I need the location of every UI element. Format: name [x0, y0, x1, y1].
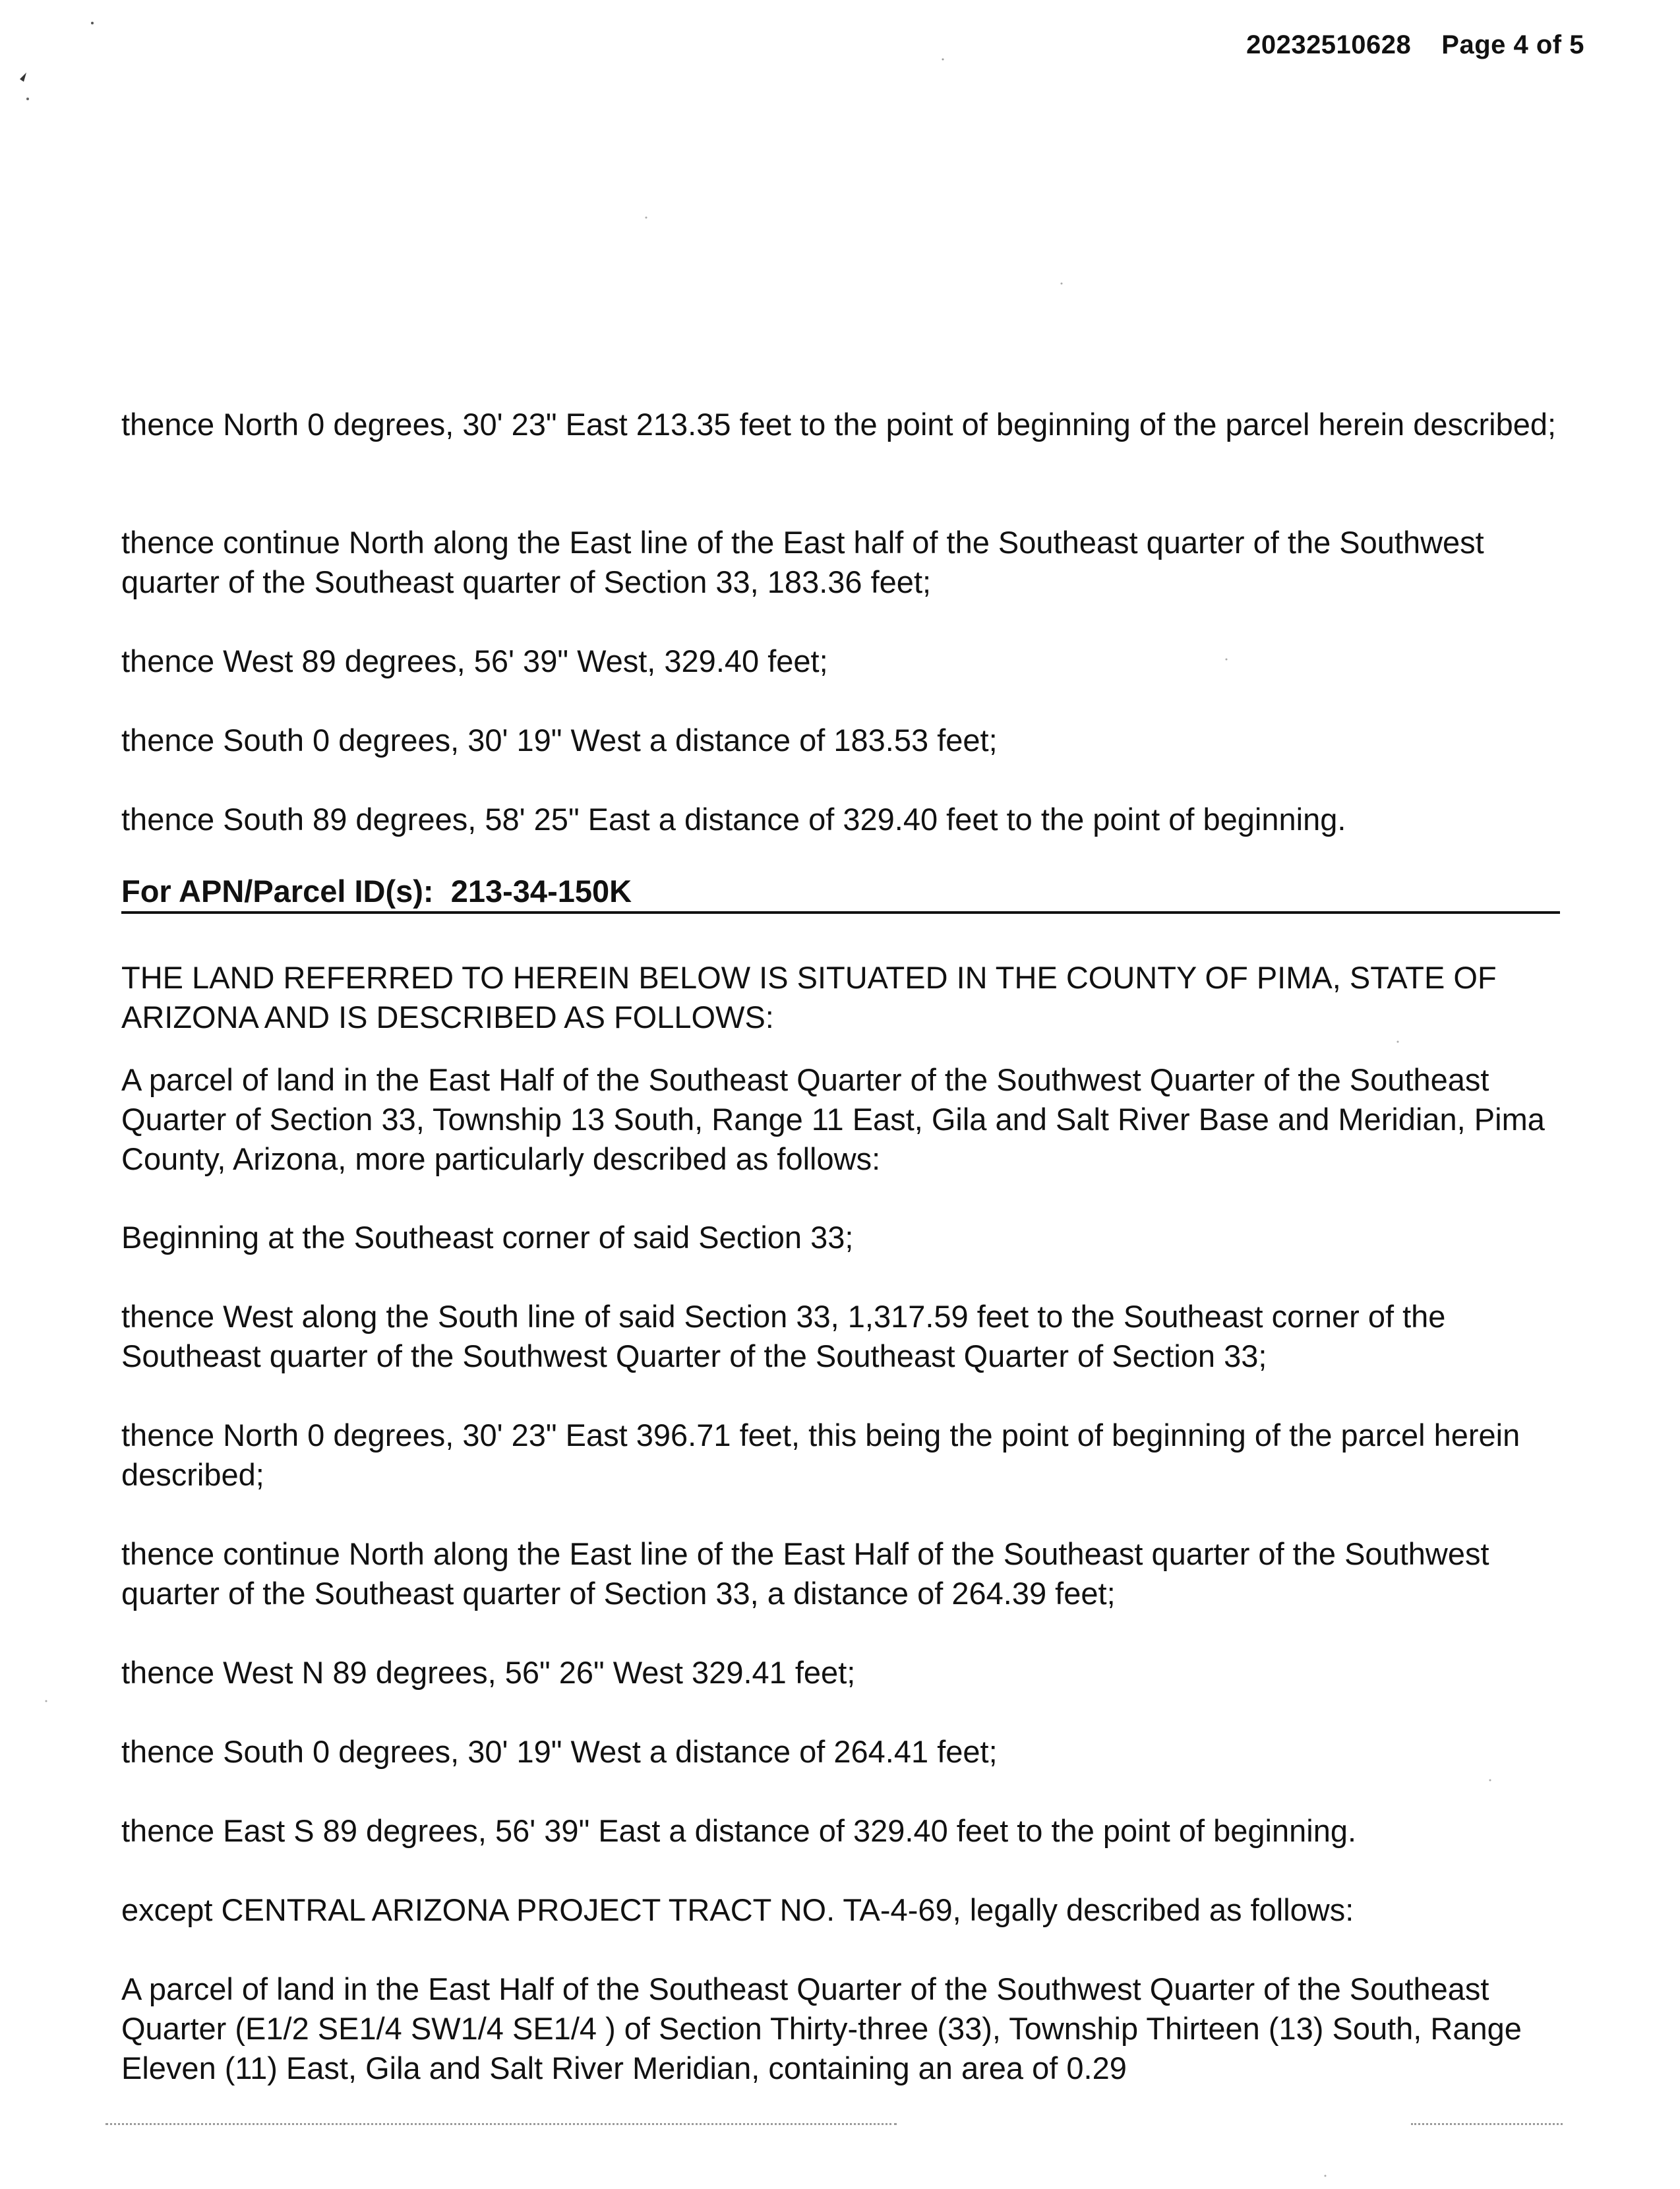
exception-parcel-description: A parcel of land in the East Half of the Southeast Quarter of the Southwest Quarter of the Southeast Quarter (E1/2 SE1/4 SW1/4 SE1/4 ) of Section Thirty-three (33), Township Thirteen (13) South, Range Eleven (11) East, Gila and Salt River Meridian, containing an area of 0.29	[121, 1971, 1522, 2085]
apn-label: For APN/Parcel ID(s):	[121, 874, 434, 909]
parcel-description-intro: A parcel of land in the East Half of the Southeast Quarter of the Southwest Quarter of the Southeast Quarter of Section 33, Township 13 South, Range 11 East, Gila and Salt River Base and Meridian, Pima County, Arizona, more particularly described as follows:	[121, 1062, 1545, 1176]
apn-value: 213-34-150K	[450, 874, 632, 909]
paragraph-course-1: thence North 0 degrees, 30' 23" East 213.35 feet to the point of beginning of the parcel herein described;	[121, 407, 1557, 442]
beginning-point: Beginning at the Southeast corner of said Section 33;	[121, 1220, 854, 1255]
paragraph-course-11: thence East S 89 degrees, 56' 39" East a distance of 329.40 feet to the point of beginning.	[121, 1813, 1357, 1848]
document-number: 20232510628	[1246, 30, 1412, 59]
paragraph-course-8: thence continue North along the East line of the East Half of the Southeast quarter of the Southwest quarter of the Southeast quarter of Section 33, a distance of 264.39 feet;	[121, 1536, 1489, 1611]
paragraph-course-6: thence West along the South line of said Section 33, 1,317.59 feet to the Southeast corner of the Southeast quarter of the Southwest Quarter of the Southeast Quarter of Section 33;	[121, 1299, 1446, 1373]
paragraph-course-10: thence South 0 degrees, 30' 19" West a distance of 264.41 feet;	[121, 1734, 998, 1769]
paragraph-course-7: thence North 0 degrees, 30' 23" East 396.71 feet, this being the point of beginning of the parcel herein described;	[121, 1418, 1520, 1492]
paragraph-course-9: thence West N 89 degrees, 56" 26" West 329.41 feet;	[121, 1655, 856, 1690]
footer-return-address-line	[105, 2123, 897, 2129]
page-header	[1246, 30, 1584, 60]
apn-heading	[121, 872, 1560, 914]
land-situated-statement: THE LAND REFERRED TO HEREIN BELOW IS SITUATED IN THE COUNTY OF PIMA, STATE OF ARIZONA AND IS DESCRIBED AS FOLLOWS:	[121, 960, 1497, 1035]
paragraph-course-5: thence South 89 degrees, 58' 25" East a distance of 329.40 feet to the point of beginning.	[121, 802, 1346, 837]
paragraph-course-4: thence South 0 degrees, 30' 19" West a distance of 183.53 feet;	[121, 723, 998, 758]
page-indicator: Page 4 of 5	[1441, 30, 1584, 59]
footer-page-line	[1411, 2123, 1563, 2129]
exception-statement: except CENTRAL ARIZONA PROJECT TRACT NO. TA-4-69, legally described as follows:	[121, 1892, 1354, 1927]
paragraph-course-3: thence West 89 degrees, 56' 39" West, 329.40 feet;	[121, 644, 828, 678]
paragraph-course-2: thence continue North along the East line of the East half of the Southeast quarter of the Southwest quarter of the Southeast quarter of Section 33, 183.36 feet;	[121, 525, 1484, 599]
